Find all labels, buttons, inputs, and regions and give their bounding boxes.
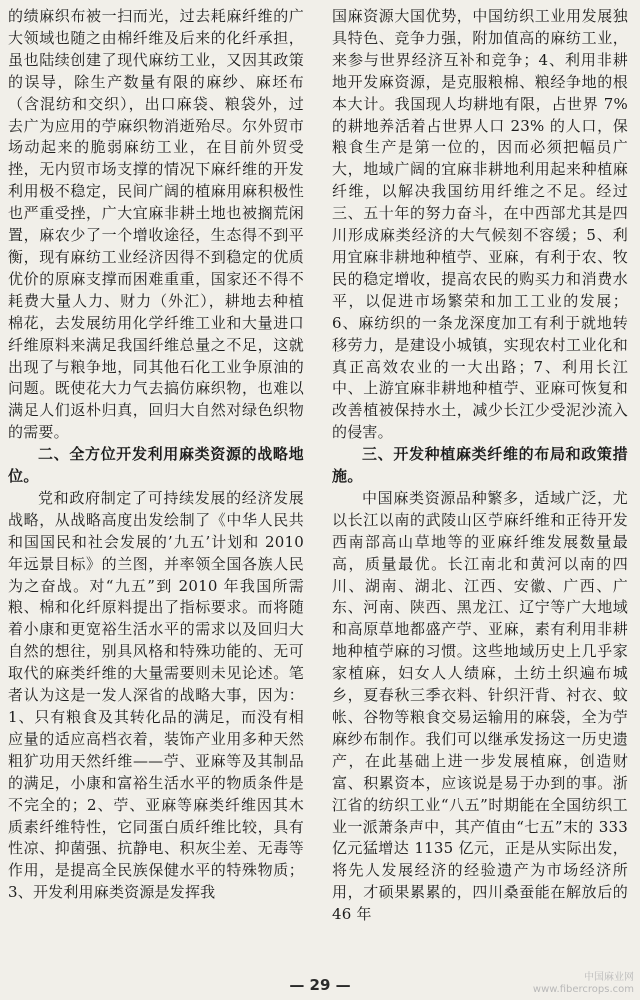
body-paragraph: 的绩麻织布被一扫而光，过去耗麻纤维的广大领域也随之由棉纤维及后来的化纤承担，虽也陆续创建了现代麻纺工业，又因其政策的误导，除生产数量有限的麻纱、麻坯布（含混纺和交织），出口麻袋、粮袋外，过去广为应用的苧麻织物消逝殆尽。尔外贸市场动起来的脆弱麻纺工业，在目前外贸受挫，无内贸市场支撑的情况下麻纤维的开发利用极不稳定，民间广阔的植麻用麻积极性也严重受挫，广大宜麻非耕土地也被搁荒闲置，麻农少了一个增收途径，生态得不到平衡，现有麻纺工业经济因得不到稳定的优质优价的原麻支撑而困难重重，国家还不得不耗费大量人力、财力（外汇），耕地去种植棉花，去发展纺用化学纤维工业和大量进口纤维原料来满足我国纤维总量之不足，这就出现了与粮争地，同其他石化工业争原油的问题。既使花大力气去搞仿麻织物，也难以满足人们返朴归真，回归大自然对绿色织物的需要。 xyxy=(8,7,304,442)
right-column xyxy=(332,6,628,926)
section-heading-3: 三、开发种植麻类纤维的布局和政策措施。 xyxy=(332,445,628,486)
section-heading-2: 二、全方位开发利用麻类资源的战略地位。 xyxy=(8,445,304,486)
body-paragraph: 中国麻类资源品种繁多，适域广泛，尤以长江以南的武陵山区苧麻纤维和正待开发西南部高山草地等的亚麻纤维发展数量最高，质量最优。长江南北和黄河以南的四川、湖南、湖北、江西、安徽、广西、广东、河南、陕西、黑龙江、辽宁等广大地域和高原草地都盛产苧、亚麻，素有利用非耕地种植苧麻的习惯。这些地域历史上几乎家家植麻，妇女人人绩麻，土纺土织遍布城乡，夏春秋三季衣料、针织汗背、衬衣、蚊帐、谷物等粮食交易运输用的麻袋，全为苧麻纱布制作。我们可以继承发扬这一历史遗产，在此基础上进一步发展植麻，创造财富、积累资本，应该说是易于办到的事。浙江省的纺织工业“八五”时期能在全国纺织工业一派萧条声中，其产值由“七五”末的 333 亿元猛增达 1135 亿元，正是从实际出发，将先人发展经济的经验遗产为市场经济所用，才硕果累累的，四川桑蚕能在解放后的 46 年 xyxy=(332,488,628,924)
watermark xyxy=(524,972,634,996)
left-column xyxy=(8,6,304,904)
page-number: — 29 — xyxy=(289,976,351,994)
watermark-url: www.fibercrops.com xyxy=(532,984,634,995)
body-paragraph: 国麻资源大国优势，中国纺织工业用发展独具特色、竞争力强，附加值高的麻纺工业，来参与世界经济互补和竞争；4、利用非耕地开发麻资源，是克服粮棉、粮经争地的根本大计。我国现人均耕地有限，占世界 7% 的耕地养活着占世界人口 23% 的人口，保粮食生产是第一位的，因而必须把幅员广大，地域广阔的宜麻非耕地利用起来种植麻纤维，以解决我国纺用纤维之不足。经过三、五十年的努力奋斗，在中西部尤其是四川形成麻类经济的大气候刻不容缓；5、利用宜麻非耕地种植苧、亚麻，有利于农、牧民的稳定增收，提高农民的购买力和消费水平，以促进市场繁荣和加工工业的发展；6、麻纺织的一条龙深度加工有利于就地转移劳力，是建设小城镇，实现农村工业化和真正高效农业的一大出路；7、利用长江中、上游宜麻非耕地种植苧、亚麻可恢复和改善植被保持水土，减少长江少受泥沙流入的侵害。 xyxy=(332,7,628,442)
body-paragraph: 党和政府制定了可持续发展的经济发展战略，从战略高度出发绘制了《中华人民共和国国民和社会发展的’九五’计划和 2010 年远景目标》的兰图，并率领全国各族人民为之奋战。对“九五”到 2010 年我国所需粮、棉和化纤原料提出了指标要求。而将随着小康和更宽裕生活水平的需求以及回归大自然的想往，别具风格和特殊功能的、无可取代的麻类纤维的大量需要则未见论述。笔者认为这是一发人深省的战略大事，因为：1、只有粮食及其转化品的满足，而没有相应量的适应高档衣着，装饰产业用多种天然粗犷功用天然纤维——苧、亚麻等及其制品的满足，小康和富裕生活水平的物质条件是不完全的；2、苧、亚麻等麻类纤维因其木质素纤维特性，它同蛋白质纤维比较，具有性凉、抑菌强、抗静电、积灰尘差、无毒等作用，是提高全民族保健水平的特殊物质；3、开发利用麻类资源是发挥我 xyxy=(8,488,304,902)
watermark-site-name: 中国麻业网 xyxy=(584,972,634,983)
